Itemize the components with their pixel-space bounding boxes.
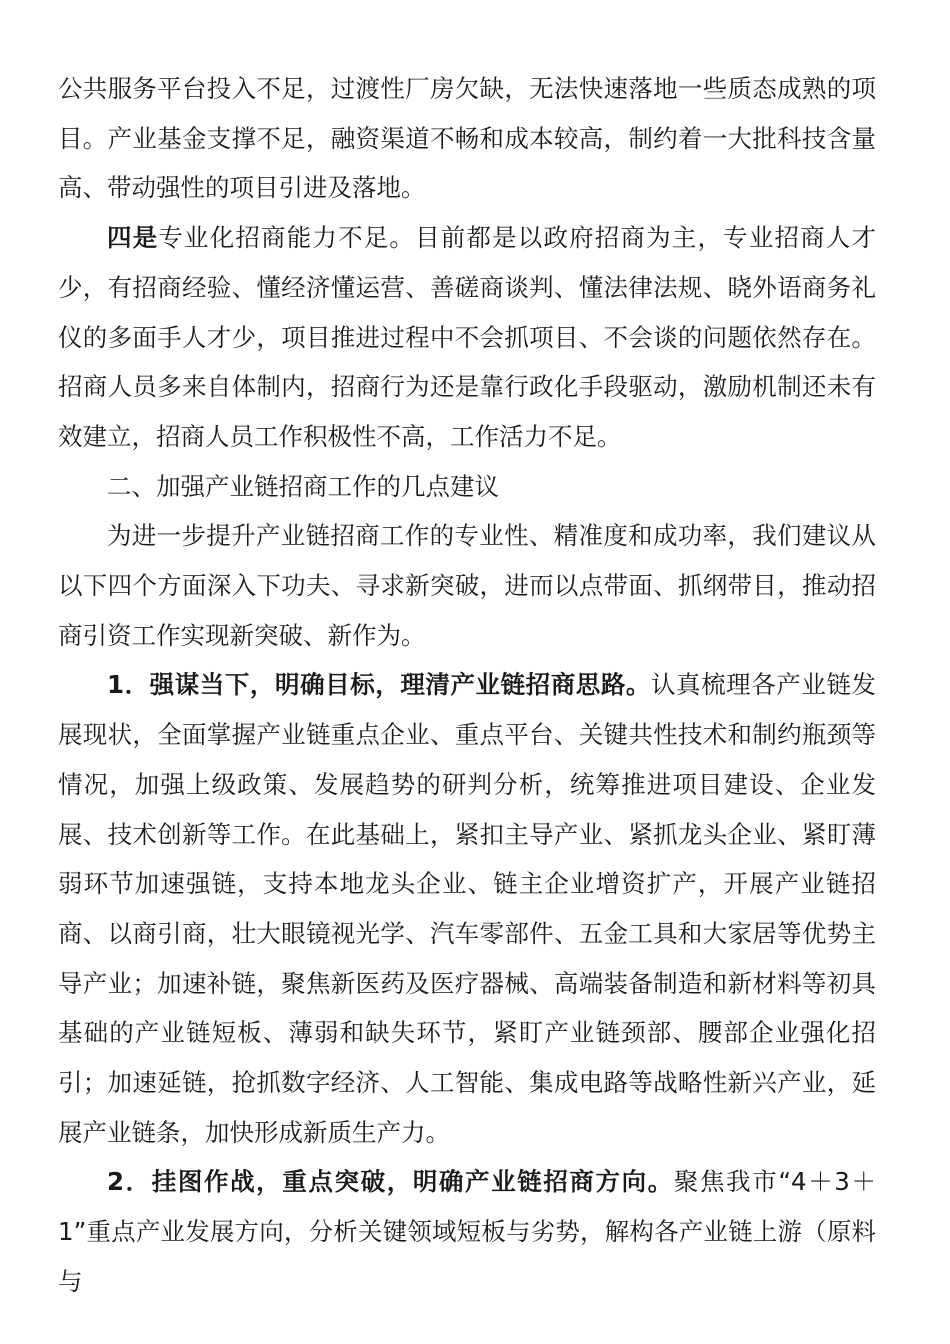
paragraph-point-four xyxy=(58,213,876,462)
paragraph-lead: 2．挂图作战，重点突破，明确产业链招商方向。 xyxy=(107,1167,674,1197)
paragraph-lead: 四是 xyxy=(107,223,159,253)
paragraph-text: 专业化招商能力不足。目前都是以政府招商为主，专业招商人才少，有招商经验、懂经济懂运营、善磋商谈判、懂法律法规、晓外语商务礼仪的多面手人才少，项目推进过程中不会抓项目、不会谈的问题依然存在。招商人员多来自体制内，招商行为还是靠行政化手段驱动，激励机制还未有效建立，招商人员工作积极性不高，工作活力不足。 xyxy=(58,223,877,451)
section-heading xyxy=(58,462,876,512)
paragraph-text: 为进一步提升产业链招商工作的专业性、精准度和成功率，我们建议从以下四个方面深入下功夫、寻求新突破，进而以点带面、抓纲带目，推动招商引资工作实现新突破、新作为。 xyxy=(58,521,876,650)
paragraph-continuation xyxy=(58,64,876,213)
paragraph-suggestion-2 xyxy=(58,1157,876,1306)
paragraph-text: 聚焦我市“4＋3＋1”重点产业发展方向，分析关键领域短板与劣势，解构各产业链上游（原料与 xyxy=(58,1167,877,1296)
document-body xyxy=(58,64,876,1307)
section-heading-text: 二、加强产业链招商工作的几点建议 xyxy=(107,471,499,501)
paragraph-intro xyxy=(58,511,876,660)
paragraph-text: 公共服务平台投入不足，过渡性厂房欠缺，无法快速落地一些质态成熟的项目。产业基金支撑不足，融资渠道不畅和成本较高，制约着一大批科技含量高、带动强性的项目引进及落地。 xyxy=(58,74,876,203)
paragraph-suggestion-1 xyxy=(58,660,876,1157)
paragraph-lead: 1．强谋当下，明确目标，理清产业链招商思路。 xyxy=(107,670,651,700)
paragraph-text: 认真梳理各产业链发展现状，全面掌握产业链重点企业、重点平台、关键共性技术和制约瓶颈等情况，加强上级政策、发展趋势的研判分析，统筹推进项目建设、企业发展、技术创新等工作。在此基础上，紧扣主导产业、紧抓龙头企业、紧盯薄弱环节加速强链，支持本地龙头企业、链主企业增资扩产，开展产业链招商、以商引商，壮大眼镜视光学、汽车零部件、五金工具和大家居等优势主导产业；加速补链，聚焦新医药及医疗器械、高端装备制造和新材料等初具基础的产业链短板、薄弱和缺失环节，紧盯产业链颈部、腰部企业强化招引；加速延链，抢抓数字经济、人工智能、集成电路等战略性新兴产业，延展产业链条，加快形成新质生产力。 xyxy=(58,670,877,1147)
